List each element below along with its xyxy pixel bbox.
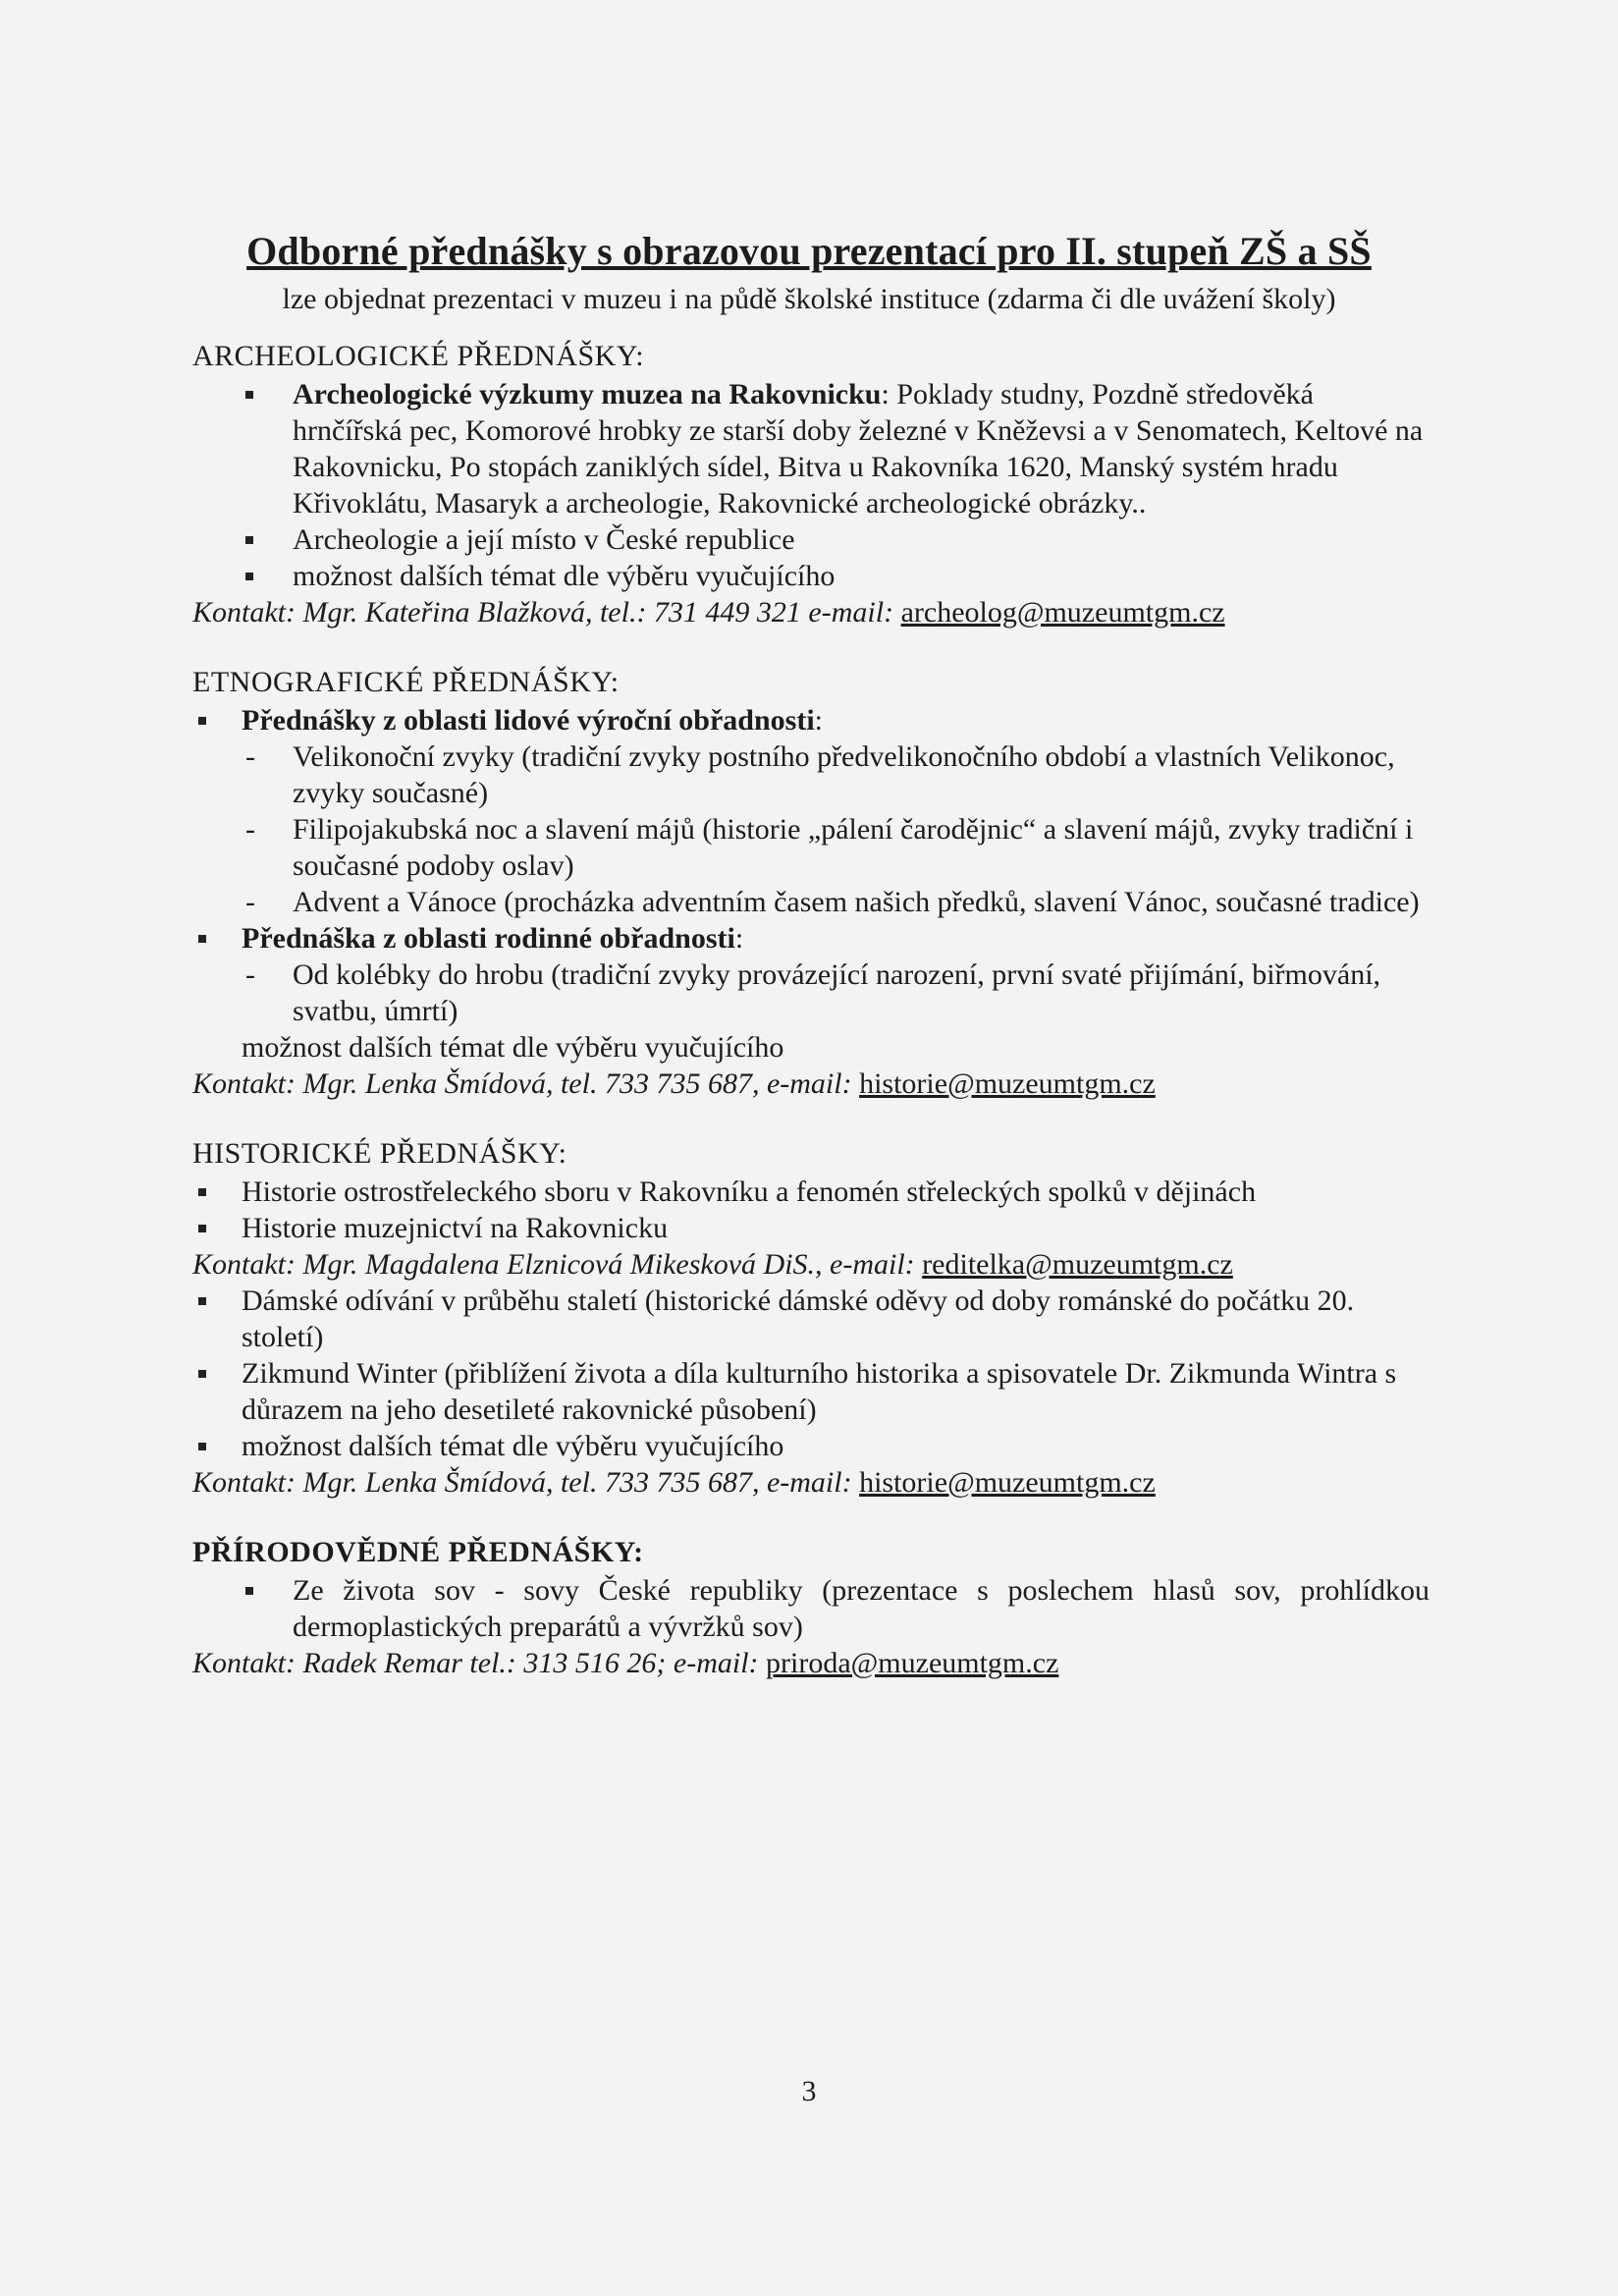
list-item: Zikmund Winter (přiblížení života a díla kulturního historika a spisovatele Dr. Zikmunda Wintra s důrazem na jeho desetileté rakovnické působení) <box>192 1355 1429 1428</box>
bullet-icon <box>198 1428 228 1464</box>
dash-icon: - <box>245 958 255 991</box>
contact-line: Kontakt: Mgr. Magdalena Elznicová Mikesková DiS., e-mail: reditelka@muzeumtgm.cz <box>192 1248 1233 1281</box>
section-heading-archeology: ARCHEOLOGICKÉ PŘEDNÁŠKY: <box>192 340 645 372</box>
bullet-icon <box>245 1572 275 1609</box>
bullet-icon <box>198 1174 228 1210</box>
page-number: 3 <box>801 2075 817 2107</box>
email-link[interactable]: reditelka@muzeumtgm.cz <box>922 1248 1233 1281</box>
section-archeology <box>192 338 1429 630</box>
list-item: Historie ostrostřeleckého sboru v Rakovníku a fenomén střeleckých spolků v dějinách <box>192 1174 1429 1210</box>
bullet-icon <box>198 1355 228 1392</box>
email-link[interactable]: historie@muzeumtgm.cz <box>859 1067 1156 1100</box>
sub-list-item: - Filipojakubská noc a slavení májů (historie „pálení čarodějnic“ a slavení májů, zvyky tradiční i současné podoby oslav) <box>245 813 1414 882</box>
sub-list-item: - Velikonoční zvyky (tradiční zvyky postního předvelikonočního období a vlastních Velikonoc, zvyky současné) <box>245 740 1395 809</box>
dash-icon: - <box>245 886 255 918</box>
contact-line: Kontakt: Mgr. Lenka Šmídová, tel. 733 735 687, e-mail: historie@muzeumtgm.cz <box>192 1466 1156 1499</box>
dash-icon: - <box>245 740 255 773</box>
sub-list-item: - Od kolébky do hrobu (tradiční zvyky provázející narození, první svaté přijímání, biřmování, svatbu, úmrtí) <box>245 958 1381 1027</box>
list-item: Ze života sov - sovy České republiky (prezentace s poslechem hlasů sov, prohlídkou dermoplastických preparátů a vývržků sov) <box>192 1572 1429 1645</box>
lecture-list <box>192 338 1429 1715</box>
email-link[interactable]: archeolog@muzeumtgm.cz <box>900 596 1225 629</box>
bullet-icon <box>245 521 275 558</box>
contact-line: Kontakt: Mgr. Lenka Šmídová, tel. 733 735 687, e-mail: historie@muzeumtgm.cz <box>192 1067 1156 1100</box>
bullet-icon <box>198 1283 228 1319</box>
email-link[interactable]: historie@muzeumtgm.cz <box>859 1466 1156 1499</box>
bullet-icon <box>198 1210 228 1246</box>
bullet-icon <box>245 376 275 412</box>
page-title: Odborné přednášky s obrazovou prezentací pro II. stupeň ZŠ a SŠ <box>246 229 1372 273</box>
section-heading-history: HISTORICKÉ PŘEDNÁŠKY: <box>192 1137 567 1170</box>
list-item: možnost dalších témat dle výběru vyučujícího <box>192 558 1429 594</box>
list-item: Dámské odívání v průběhu staletí (historické dámské oděvy od doby románské do počátku 20. století) <box>192 1283 1429 1355</box>
contact-line: Kontakt: Radek Remar tel.: 313 516 26; e-mail: priroda@muzeumtgm.cz <box>192 1647 1059 1679</box>
list-item: Archeologické výzkumy muzea na Rakovnicku: Poklady studny, Pozdně středověká hrnčířská pec, Komorové hrobky ze starší doby železné v Kněževsi a v Senomatech, Keltové na Rakovnicku, Po stopách zaniklých sídel, Bitva u Rakovníka 1620, Manský systém hradu Křivoklátu, Masaryk a archeologie, Rakovnické archeologické obrázky.. <box>192 376 1429 521</box>
bullet-icon <box>198 920 228 957</box>
sub-list-item: - Advent a Vánoce (procházka adventním časem našich předků, slavení Vánoc, současné tradice) <box>245 886 1420 918</box>
section-natural-science <box>192 1534 1429 1681</box>
section-heading-ethnography: ETNOGRAFICKÉ PŘEDNÁŠKY: <box>192 666 620 698</box>
contact-line: Kontakt: Mgr. Kateřina Blažková, tel.: 731 449 321 e-mail: archeolog@muzeumtgm.cz <box>192 596 1225 629</box>
more-topics-note: možnost dalších témat dle výběru vyučujícího <box>242 1031 784 1064</box>
list-item: Přednášky z oblasti lidové výroční obřadnosti: <box>192 702 1429 738</box>
list-item: Přednáška z oblasti rodinné obřadnosti: <box>192 920 1429 957</box>
list-item: Historie muzejnictví na Rakovnicku <box>192 1210 1429 1246</box>
email-link[interactable]: priroda@muzeumtgm.cz <box>766 1647 1059 1679</box>
bullet-icon <box>198 702 228 738</box>
section-ethnography <box>192 664 1429 1102</box>
bullet-icon <box>245 558 275 594</box>
section-heading-natural-science: PŘÍRODOVĚDNÉ PŘEDNÁŠKY: <box>192 1536 644 1568</box>
section-history <box>192 1135 1429 1501</box>
dash-icon: - <box>245 813 255 846</box>
list-item: Archeologie a její místo v České republice <box>192 521 1429 558</box>
list-item: možnost dalších témat dle výběru vyučujícího <box>192 1428 1429 1464</box>
page-subtitle: lze objednat prezentaci v muzeu i na půdě školské instituce (zdarma či dle uvážení školy) <box>282 283 1336 315</box>
